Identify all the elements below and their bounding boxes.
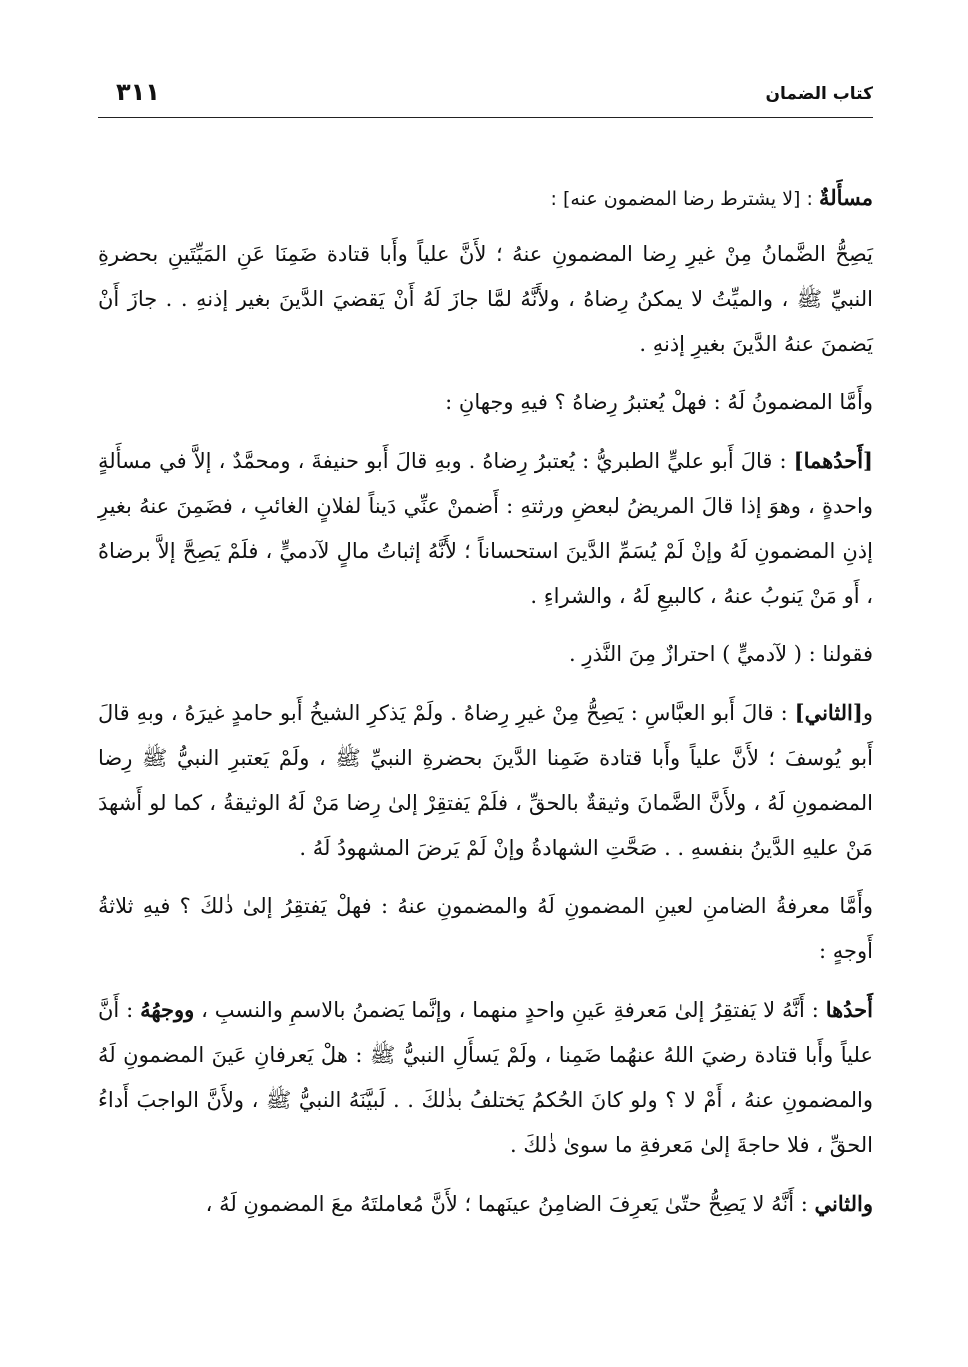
paragraph-text: : أَنَّهُ لا يَفتقِرُ إلىٰ مَعرفةِ عَينِ واحدٍ منهما ، وإنَّما يَضمنُ بالاسمِ والنسبِ ،: [194, 998, 826, 1022]
paragraph-label: أَحدُها: [825, 997, 873, 1022]
paragraph-label: ووجهُهُ: [140, 997, 195, 1022]
paragraph: [98, 1181, 873, 1227]
paragraph-text: : قالَ أَبو العبَّاسِ : يَصِحُّ مِنْ غيرِ رِضاهُ . ولَمْ يَذكرِ الشيخُ أَبو حامدٍ غيرَهُ ، وبهِ قالَ أَبو يُوسفَ ؛ لأَنَّ علياً وأَبا قتادة ضَمِنا الدَّينَ بحضرةِ النبيِّ ﷺ ، ولَمْ يَعتبرِ النبيُّ ﷺ رِضا المضمونِ لَهُ ، ولأَنَّ الضَّمانَ وثيقةٌ بالحقِّ ، فلَمْ يَفتقِرْ إلىٰ رِضا مَنْ لَهُ الوثيقةُ ، كما لو أَشهدَ مَنْ عليهِ الدَّينُ بنفسهِ . . صَحَّتِ الشهادةُ وإنْ لَمْ يَرضَ المشهودُ لَهُ .: [98, 701, 873, 860]
page-body: [98, 175, 873, 1240]
page-number: ٣١١: [116, 78, 160, 106]
paragraph-label: والثاني: [814, 1191, 873, 1216]
paragraph: يَصِحُّ الضَّمانُ مِنْ غيرِ رِضا المضمونِ عنهُ ؛ لأَنَّ علياً وأَبا قتادة ضَمِنَا عَنِ المَيِّتَينِ بحضرةِ النبيِّ ﷺ ، والميِّتُ لا يمكنُ رِضاهُ ، ولأَنَّهُ لمَّا جازَ لَهُ أَنْ يَقضيَ الدَّينَ بغير إذنهِ . . جازَ أَنْ يَضمنَ عنهُ الدَّينَ بغيرِ إذنهِ .: [98, 242, 873, 356]
heading-title: : [لا يشترط رضا المضمون عنه] :: [550, 188, 819, 210]
paragraph: [98, 438, 873, 619]
header-rule: [98, 117, 873, 118]
running-title: كتاب الضمان: [765, 84, 873, 104]
paragraph-text: : أَنَّهُ لا يَصِحُّ حتّىٰ يَعرِفَ الضامِنُ عينَهما ؛ لأَنَّ مُعاملتَهُ معَ المضمونِ لَهُ ،: [205, 1192, 815, 1216]
section-heading: [98, 175, 873, 222]
paragraph-text: : أَنَّ علياً وأَبا قتادة رضيَ اللهُ عنهُما ضَمِنا ، ولَمْ يَسأَلِ النبيُّ ﷺ : هلْ يَعرفانِ عَينَ المضمونِ لَهُ والمضمونِ عنهُ ، أَمْ لا ؟ ولو كانَ الحُكمُ يَختلفُ بذٰلكَ . . لَبيَّنَهُ النبيُّ ﷺ ، ولأَنَّ الواجبَ أَداءُ الحقِّ ، فلا حاجةَ إلىٰ مَعرفةِ ما سوىٰ ذٰلكَ .: [98, 998, 873, 1157]
paragraph: [98, 987, 873, 1168]
paragraph: وأَمَّا معرفةُ الضامنِ لعينِ المضمونِ لَهُ والمضمونِ عنهُ : فهلْ يَفتقِرُ إلىٰ ذٰلكَ ؟ فيهِ ثلاثةُ أَوجهٍ :: [98, 894, 873, 963]
paragraph-label: [الثاني]: [794, 700, 863, 725]
page-header: [98, 78, 873, 114]
paragraph-label: [أَحدُهما]: [793, 448, 873, 473]
paragraph: وأَمَّا المضمونُ لَهُ : فهلْ يُعتبرُ رِضاهُ ؟ فيهِ وجهانِ :: [445, 390, 873, 414]
paragraph: [98, 690, 873, 871]
paragraph-prefix: و: [862, 701, 873, 725]
paragraph-text: : قالَ أَبو عليٍّ الطبريُّ : يُعتبرُ رِضاهُ . وبهِ قالَ أَبو حنيفةَ ، ومحمَّدٌ ، إلاَّ في مسأَلةٍ واحدةٍ ، وهوَ إذا قالَ المريضُ لبعضِ ورثتهِ : أَضمنْ عنِّي دَيناً لفلانٍ الغائبِ ، فضَمِنَ عنهُ بغيرِ إذنِ المضمونِ لَهُ وإنْ لَمْ يُسَمِّ الدَّينَ استحساناً ؛ لأَنَّهُ إثباتُ مالٍ لآدميٍّ ، فلَمْ يَصِحَّ إلاَّ برضاهُ ، أَو مَنْ يَنوبُ عنهُ ، كالبيعِ لَهُ ، والشراءِ .: [98, 449, 873, 608]
paragraph: فقولنا : ( لآدميٍّ ) احترازٌ مِنَ النَّذرِ .: [569, 642, 873, 666]
heading-label: مسأَلةٌ: [818, 185, 873, 210]
